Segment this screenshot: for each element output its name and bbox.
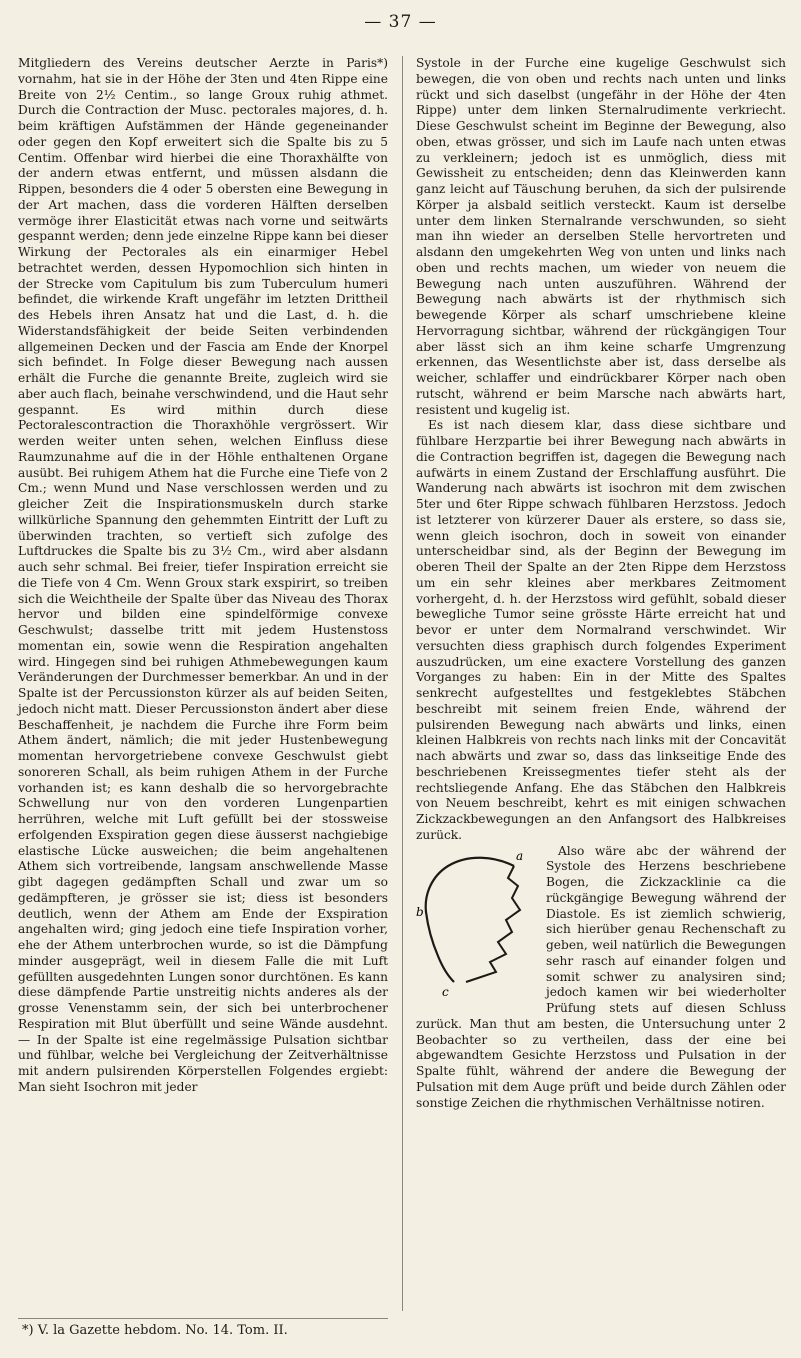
footnote: *) V. la Gazette hebdom. No. 14. Tom. II. [22, 1323, 288, 1338]
left-column [18, 56, 388, 1096]
footnote-rule [18, 1318, 388, 1319]
diastole-zigzag [466, 866, 520, 982]
paragraph: Systole in der Furche eine kugelige Geschwulst sich bewegen, die von oben und rechts nach unten und links rückt und sich daselbst (ungefähr in der Höhe der 4ten Rippe) unter dem linken Sternalrudimente verkriecht. Diese Geschwulst scheint im Beginne der Bewegung, also oben, etwas grösser, und sich im Laufe nach unten etwas zu verkleinern; jedoch ist es unmöglich, diess mit Gewissheit zu entscheiden; denn das Kleinwerden kann ganz leicht auf Täuschung beruhen, da sich der pulsirende Körper ja alsbald seitlich versteckt. Kaum ist derselbe unter dem linken Sternalrande verschwunden, so sieht man ihn wieder an derselben Stelle hervortreten und alsdann den umgekehrten Weg von unten und links nach oben und rechts machen, um wieder von neuem die Bewegung nach unten auszuführen. Während der Bewegung nach abwärts ist der rhythmisch sich bewegende Körper als scharf umschriebene kleine Hervorragung sichtbar, während der rückgängigen Tour aber lässt sich an ihm keine scharfe Umgrenzung erkennen, das Wesentlichste aber ist, dass derselbe als weicher, schlaffer und eindrückbarer Körper nach oben rutscht, während er beim Marsche nach abwärts hart, resistent und kugelig ist. [416, 56, 786, 417]
paragraph: Also wäre abc der während der Systole des Herzens beschriebene Bogen, die Zickzacklinie ca die rückgängige Bewegung während der Diastole. Es ist ziemlich schwierig, sich hierüber genau Rechenschaft zu geben, weil natürlich die Bewegungen sehr rasch auf einander folgen und somit schwer zu analysiren sind; jedoch kamen wir bei wiederholter Prüfung stets auf diesen Schluss zurück. Man thut am besten, die Untersuchung unter 2 Beobachter so zu vertheilen, dass der eine bei abgewandtem Gesichte Herzstoss und Pulsation in der Spalte fühlt, während der andere die Bewegung der Pulsation mit dem Auge prüft und beide durch Zählen oder sonstige Zeichen die rhythmischen Verhältnisse notiren. [416, 843, 786, 1110]
figure-label-a: a [516, 849, 524, 863]
right-column [416, 56, 786, 1111]
column-divider [402, 56, 403, 1311]
figure-label-b: b [416, 904, 424, 919]
figure-label-c: c [442, 984, 449, 999]
paragraph: Mitgliedern des Vereins deutscher Aerzte in Paris*) vornahm, hat sie in der Höhe der 3ten und 4ten Rippe eine Breite von 2½ Centim., so lange Groux ruhig athmet. Durch die Contraction der Musc. pectorales majores, d. h. beim kräftigen Aufstämmen der Hände gegeneinander oder gegen den Kopf erweitert sich die Spalte bis zu 5 Centim. Offenbar wird hierbei die eine Thoraxhälfte von der andern etwas entfernt, und müssen alsdann die Rippen, besonders die 4 oder 5 obersten eine Bewegung in der Art machen, dass die vorderen Hälften derselben vermöge ihrer Elasticität etwas nach vorne und seitwärts gespannt werden; denn jede einzelne Rippe kann bei dieser Wirkung der Pectorales als ein einarmiger Hebel betrachtet werden, dessen Hypomochlion sich hinten in der Strecke vom Capitulum bis zum Tuberculum humeri befindet, die wirkende Kraft ungefähr im letzten Drittheil des Hebels ihren Ansatz hat und die Last, d. h. die Widerstandsfähigkeit der beide Seiten verbindenden allgemeinen Decken und der Fascia am Ende der Knorpel sich befindet. In Folge dieser Bewegung nach aussen erhält die Furche die genannte Breite, zugleich wird sie aber auch flach, beinahe verschwindend, und die Haut sehr gespannt. Es wird mithin durch diese Pectoralescontraction die Thoraxhöhle vergrössert. Wir werden weiter unten sehen, welchen Einfluss diese Raumzunahme auf die in der Höhle enthaltenen Organe ausübt. Bei ruhigem Athem hat die Furche eine Tiefe von 2 Cm.; wenn Mund und Nase verschlossen werden und zu gleicher Zeit die Inspirationsmuskeln durch starke willkürliche Spannung den gehemmten Eintritt der Luft zu überwinden trachten, so vertieft sich zufolge des Luftdruckes die Spalte bis zu 3½ Cm., wird aber alsdann auch sehr schmal. Bei freier, tiefer Inspiration erreicht sie die Tiefe von 4 Cm. Wenn Groux stark exspirirt, so treiben sich die Weichtheile der Spalte über das Niveau des Thorax hervor und bilden eine spindelförmige convexe Geschwulst; dasselbe tritt mit jedem Hustenstoss momentan ein, sowie wenn die Respiration angehalten wird. Hingegen sind bei ruhigen Athmebewegungen kaum Veränderungen der Durchmesser bemerkbar. An und in der Spalte ist der Percussionston kürzer als auf beiden Seiten, jedoch nicht matt. Dieser Percussionston ändert aber diese Beschaffenheit, je nachdem die Furche ihre Form beim Athem ändert, nämlich; die mit jeder Hustenbewegung momentan hervorgetriebene convexe Geschwulst giebt sonoreren Schall, als beim ruhigen Athem in der Furche vorhanden ist; es kann deshalb die so hervorgebrachte Schwellung nur von den vorderen Lungenpartien herrühren, welche mit Luft gefüllt bei der stossweise erfolgenden Exspiration gegen diese äusserst nachgiebige elastische Lücke ausweichen; die beim angehaltenen Athem sich vortreibende, langsam anschwellende Masse gibt dagegen gedämpften Schall und zwar um so gedämpfteren, je grösser sie ist; diess ist besonders deutlich, wenn der Athem am Ende der Exspiration angehalten wird; ging jedoch eine tiefe Inspiration vorher, ehe der Athem unterbrochen wurde, so ist die Dämpfung minder ausgeprägt, weil in diesem Falle die mit Luft gefüllten ausgedehnten Lungen sonor durchtönen. Es kann diese dämpfende Partie unstreitig nichts anderes als der grosse Venenstamm sein, der sich bei unterbrochener Respiration mit Blut überfüllt und seine Wände ausdehnt. — In der Spalte ist eine regelmässige Pulsation sichtbar und fühlbar, welche bei Vergleichung der Zeitverhältnisse mit andern pulsirenden Körperstellen Folgendes ergiebt: Man sieht Isochron mit jeder [18, 56, 388, 1094]
semicircle-zigzag-figure [412, 850, 538, 1000]
page-number: — 37 — [364, 12, 437, 32]
paragraph: Es ist nach diesem klar, dass diese sichtbare und fühlbare Herzpartie bei ihrer Bewegung nach abwärts in die Contraction begriffen ist, dagegen die Bewegung nach aufwärts in einem Zustand der Erschlaffung ausführt. Die Wanderung nach abwärts ist isochron mit dem zwischen 5ter und 6ter Rippe schwach fühlbaren Herzstoss. Jedoch ist letzterer von kürzerer Dauer als erstere, so dass sie, wenn gleich isochron, doch in soweit von einander unterscheidbar sind, als der Beginn der Bewegung im oberen Theil der Spalte an der 2ten Rippe dem Herzstoss um ein sehr kleines aber merkbares Zeitmoment vorhergeht, d. h. der Herzstoss wird gefühlt, sobald dieser bewegliche Tumor seine grösste Härte erreicht hat und bevor er unter dem Normalrand verschwindet. Wir versuchten diess graphisch durch folgendes Experiment auszudrücken, um eine exactere Vorstellung des ganzen Vorganges zu haben: Ein in der Mitte des Spaltes senkrecht aufgestelltes und festgeklebtes Stäbchen beschreibt mit seinem freien Ende, während der pulsirenden Bewegung nach abwärts und links, einen kleinen Halbkreis von rechts nach links mit der Concavität nach abwärts und zwar so, dass das linkseitige Ende des beschriebenen Kreissegmentes tiefer steht als der rechtsliegende Anfang. Ehe das Stäbchen den Halbkreis von Neuem beschreibt, kehrt es mit einigen schwachen Zickzackbewegungen an den Anfangsort des Halbkreises zurück. [416, 418, 786, 842]
systole-arc [426, 857, 514, 981]
